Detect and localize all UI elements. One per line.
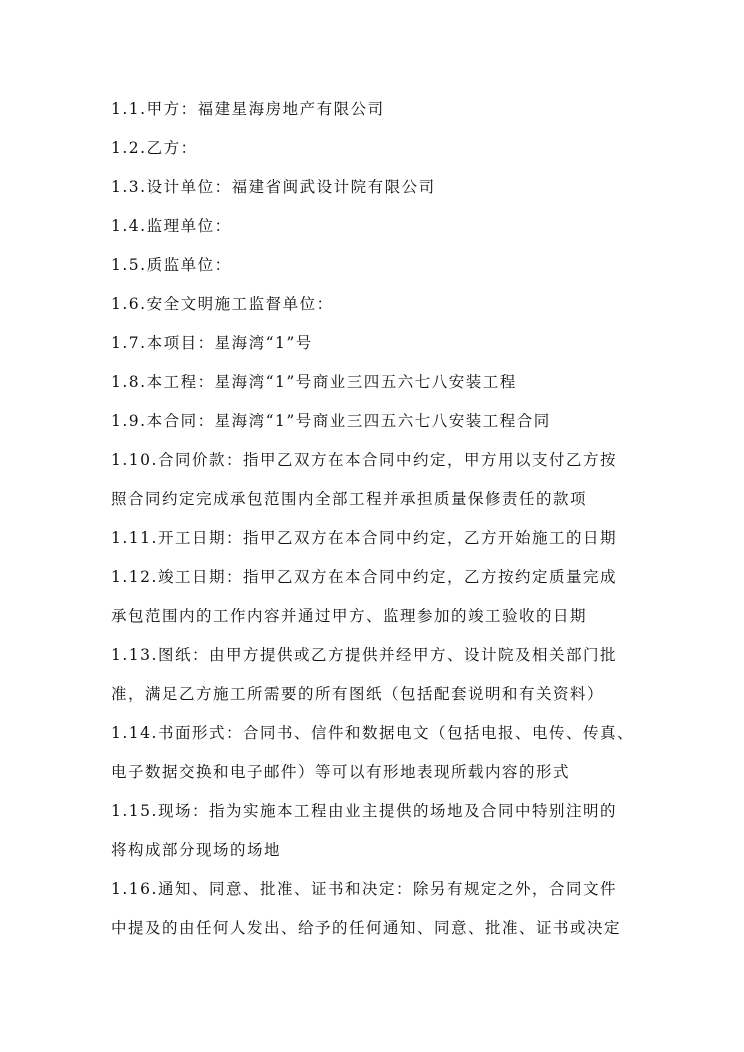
clause-1-6: 1.6.安全文明施工监督单位： bbox=[111, 295, 334, 313]
clause-1-7: 1.7.本项目：星海湾“1”号 bbox=[111, 334, 313, 352]
clause-1-16-cont: 中提及的由任何人发出、给予的任何通知、同意、批准、证书或决定 bbox=[111, 919, 622, 937]
clause-1-3: 1.3.设计单位：福建省闽武设计院有限公司 bbox=[111, 178, 436, 196]
clause-1-2: 1.2.乙方： bbox=[111, 139, 198, 157]
clause-1-10: 1.10.合同价款：指甲乙双方在本合同中约定，甲方用以支付乙方按 bbox=[111, 451, 617, 469]
clause-1-11: 1.11.开工日期：指甲乙双方在本合同中约定，乙方开始施工的日期 bbox=[111, 529, 617, 547]
clause-1-13: 1.13.图纸：由甲方提供或乙方提供并经甲方、设计院及相关部门批 bbox=[111, 646, 617, 664]
clause-1-14-cont: 电子数据交换和电子邮件）等可以有形地表现所载内容的形式 bbox=[111, 763, 571, 781]
clause-1-12: 1.12.竣工日期：指甲乙双方在本合同中约定，乙方按约定质量完成 bbox=[111, 568, 617, 586]
clause-1-15: 1.15.现场：指为实施本工程由业主提供的场地及合同中特别注明的 bbox=[111, 802, 617, 820]
clause-1-8: 1.8.本工程：星海湾“1”号商业三四五六七八安装工程 bbox=[111, 373, 517, 391]
document-body bbox=[111, 90, 641, 948]
clause-1-1: 1.1.甲方：福建星海房地产有限公司 bbox=[111, 100, 385, 118]
clause-1-15-cont: 将构成部分现场的场地 bbox=[111, 841, 282, 859]
clause-1-5: 1.5.质监单位： bbox=[111, 256, 232, 274]
clause-1-10-cont: 照合同约定完成承包范围内全部工程并承担质量保修责任的款项 bbox=[111, 490, 588, 508]
clause-1-4: 1.4.监理单位： bbox=[111, 217, 232, 235]
clause-1-14: 1.14.书面形式：合同书、信件和数据电文（包括电报、电传、传真、 bbox=[111, 724, 634, 742]
clause-1-13-cont: 准，满足乙方施工所需要的所有图纸（包括配套说明和有关资料） bbox=[111, 685, 605, 703]
clause-1-12-cont: 承包范围内的工作内容并通过甲方、监理参加的竣工验收的日期 bbox=[111, 607, 588, 625]
clause-1-9: 1.9.本合同：星海湾“1”号商业三四五六七八安装工程合同 bbox=[111, 412, 551, 430]
clause-1-16: 1.16.通知、同意、批准、证书和决定：除另有规定之外，合同文件 bbox=[111, 880, 617, 898]
